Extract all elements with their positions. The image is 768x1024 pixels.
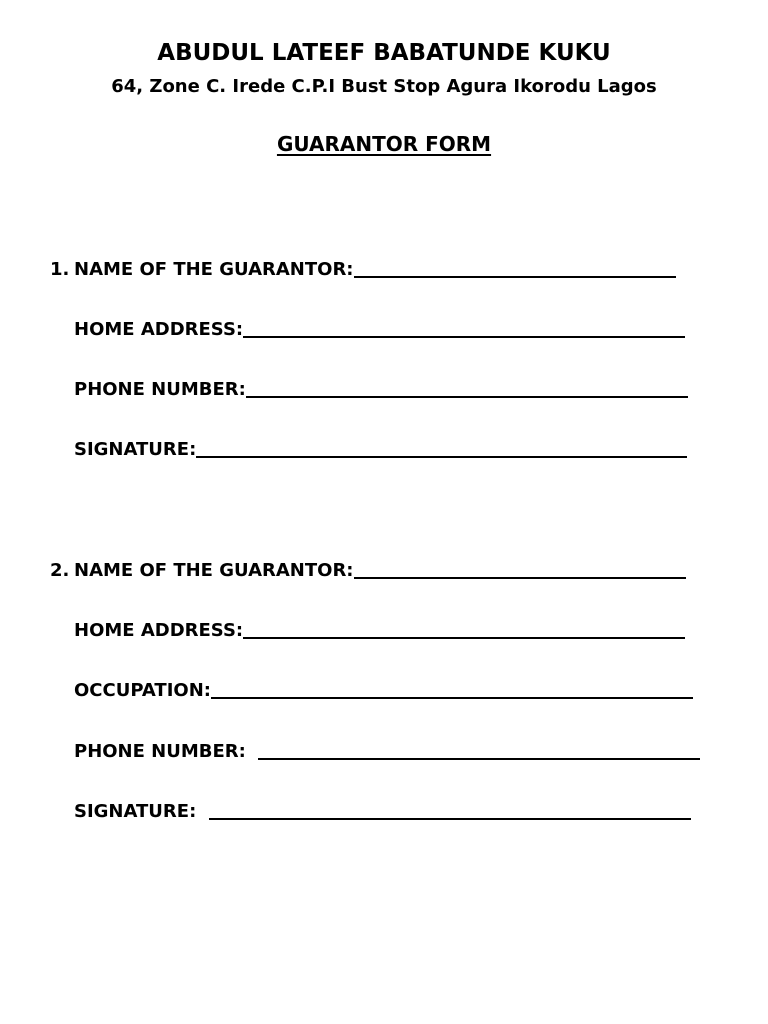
guarantor2-name-label: NAME OF THE GUARANTOR: (74, 560, 354, 581)
guarantor2-occupation-blank[interactable] (211, 697, 693, 699)
guarantor2-signature-row (74, 798, 691, 822)
guarantor2-address-row (74, 617, 685, 641)
guarantor2-number: 2. (50, 560, 70, 581)
guarantor2-name-row (50, 557, 686, 581)
guarantor1-address-blank[interactable] (243, 336, 685, 338)
guarantor1-number: 1. (50, 259, 70, 280)
guarantor2-signature-blank[interactable] (209, 818, 691, 820)
guarantor1-address-label: HOME ADDRESS: (74, 319, 244, 340)
guarantor1-phone-blank[interactable] (246, 396, 688, 398)
guarantor1-phone-row (74, 376, 688, 400)
guarantor1-address-row (74, 316, 685, 340)
person-name-heading: ABUDUL LATEEF BABATUNDE KUKU (157, 40, 611, 66)
guarantor1-name-row (50, 256, 676, 280)
person-address: 64, Zone C. Irede C.P.I Bust Stop Agura Ikorodu Lagos (111, 76, 657, 97)
guarantor2-phone-row (74, 738, 700, 762)
guarantor2-occupation-row (74, 677, 693, 701)
guarantor1-signature-blank[interactable] (196, 456, 687, 458)
guarantor2-occupation-label: OCCUPATION: (74, 680, 211, 701)
guarantor1-signature-label: SIGNATURE: (74, 439, 197, 460)
guarantor2-phone-blank[interactable] (258, 758, 700, 760)
guarantor1-phone-label: PHONE NUMBER: (74, 379, 246, 400)
guarantor1-name-blank[interactable] (354, 276, 676, 278)
form-title: GUARANTOR FORM (276, 132, 492, 156)
guarantor2-phone-label: PHONE NUMBER: (74, 741, 253, 762)
guarantor2-address-blank[interactable] (243, 637, 685, 639)
guarantor2-address-label: HOME ADDRESS: (74, 620, 244, 641)
guarantor2-signature-label: SIGNATURE: (74, 801, 203, 822)
guarantor2-name-blank[interactable] (354, 577, 686, 579)
guarantor1-signature-row (74, 436, 687, 460)
guarantor1-name-label: NAME OF THE GUARANTOR: (74, 259, 354, 280)
